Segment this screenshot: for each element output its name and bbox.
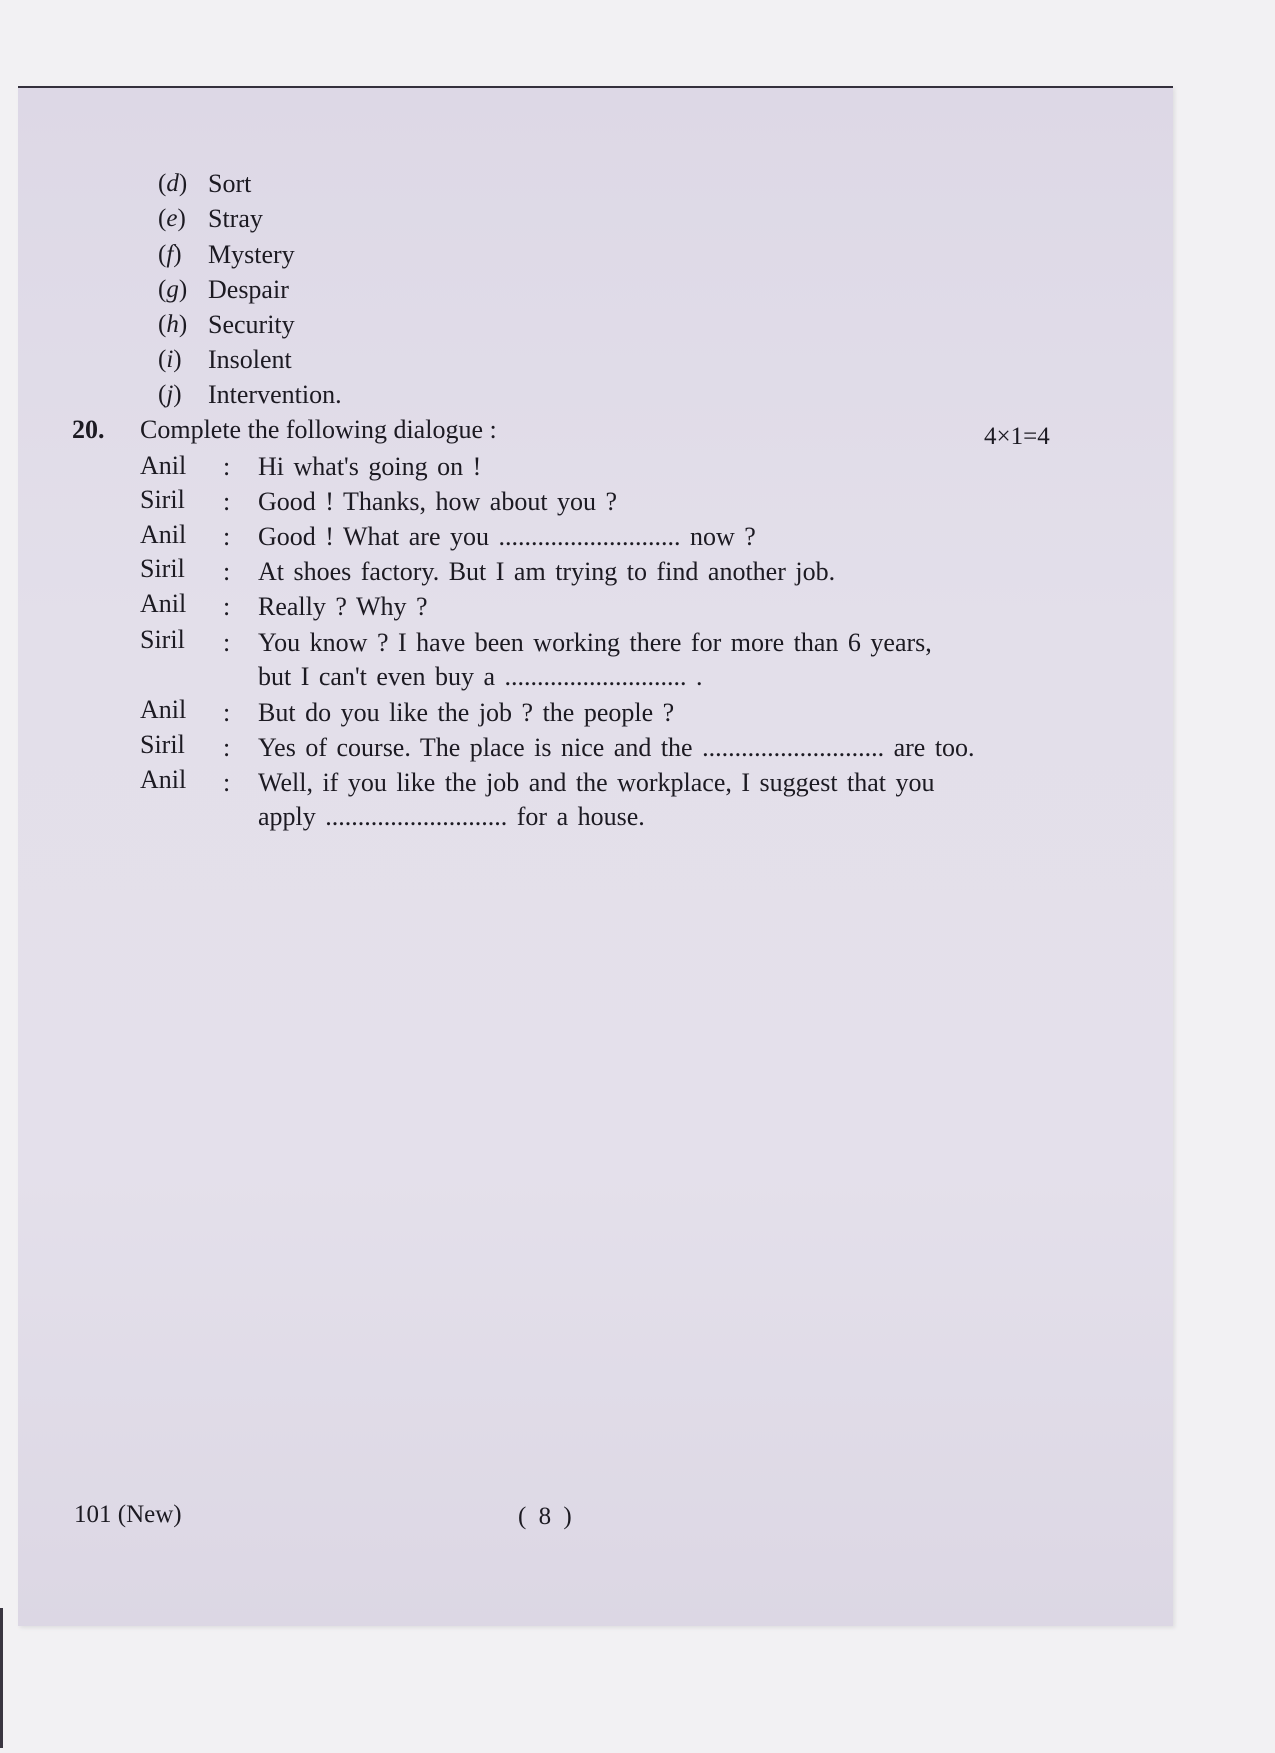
dialogue-speaker: Siril <box>140 625 185 654</box>
dialogue-speaker: Anil <box>140 765 187 794</box>
dialogue-line: Hi what's going on ! <box>258 452 482 481</box>
dialogue-colon: : <box>223 592 231 621</box>
option-label-d: (d) <box>158 170 188 197</box>
dialogue-colon: : <box>223 628 231 657</box>
dialogue-speaker: Siril <box>140 485 185 514</box>
dialogue-speaker: Anil <box>140 695 187 724</box>
dialogue-line: Good ! What are you ............................ now ? <box>258 522 756 551</box>
option-label-h: (h) <box>158 311 188 338</box>
option-text-d: Sort <box>208 169 252 198</box>
option-label-e: (e) <box>158 205 186 232</box>
option-text-f: Mystery <box>208 240 295 269</box>
option-text-e: Stray <box>208 204 263 233</box>
dialogue-line: At shoes factory. But I am trying to find another job. <box>258 557 836 586</box>
scan-edge <box>0 1608 3 1748</box>
dialogue-colon: : <box>223 698 231 727</box>
dialogue-colon: : <box>223 487 231 516</box>
option-text-h: Security <box>208 310 295 339</box>
dialogue-speaker: Anil <box>140 451 187 480</box>
dialogue-line: apply ............................ for a house. <box>258 802 645 831</box>
dialogue-colon: : <box>223 452 231 481</box>
exam-page <box>18 86 1173 1626</box>
question-prompt: Complete the following dialogue : <box>140 415 497 444</box>
page-number: ( 8 ) <box>518 1503 572 1530</box>
dialogue-speaker: Siril <box>140 554 185 583</box>
dialogue-speaker: Siril <box>140 730 185 759</box>
option-text-i: Insolent <box>208 345 292 374</box>
option-label-i: (i) <box>158 346 182 373</box>
question-number: 20. <box>72 415 105 444</box>
option-label-j: (j) <box>158 381 182 408</box>
dialogue-line: Yes of course. The place is nice and the ............................ are too. <box>258 733 975 762</box>
dialogue-line: Really ? Why ? <box>258 592 428 621</box>
option-text-g: Despair <box>208 275 289 304</box>
dialogue-line: but I can't even buy a ............................ . <box>258 662 703 691</box>
dialogue-line: Well, if you like the job and the workplace, I suggest that you <box>258 768 935 797</box>
dialogue-line: Good ! Thanks, how about you ? <box>258 487 618 516</box>
option-text-j: Intervention. <box>208 380 342 409</box>
dialogue-colon: : <box>223 557 231 586</box>
dialogue-speaker: Anil <box>140 520 187 549</box>
dialogue-speaker: Anil <box>140 589 187 618</box>
dialogue-line: You know ? I have been working there for more than 6 years, <box>258 628 932 657</box>
option-label-g: (g) <box>158 276 188 303</box>
question-marks: 4×1=4 <box>984 423 1050 450</box>
paper-code: 101 (New) <box>74 1501 182 1528</box>
option-label-f: (f) <box>158 241 182 268</box>
dialogue-colon: : <box>223 733 231 762</box>
dialogue-colon: : <box>223 768 231 797</box>
dialogue-colon: : <box>223 522 231 551</box>
dialogue-line: But do you like the job ? the people ? <box>258 698 675 727</box>
